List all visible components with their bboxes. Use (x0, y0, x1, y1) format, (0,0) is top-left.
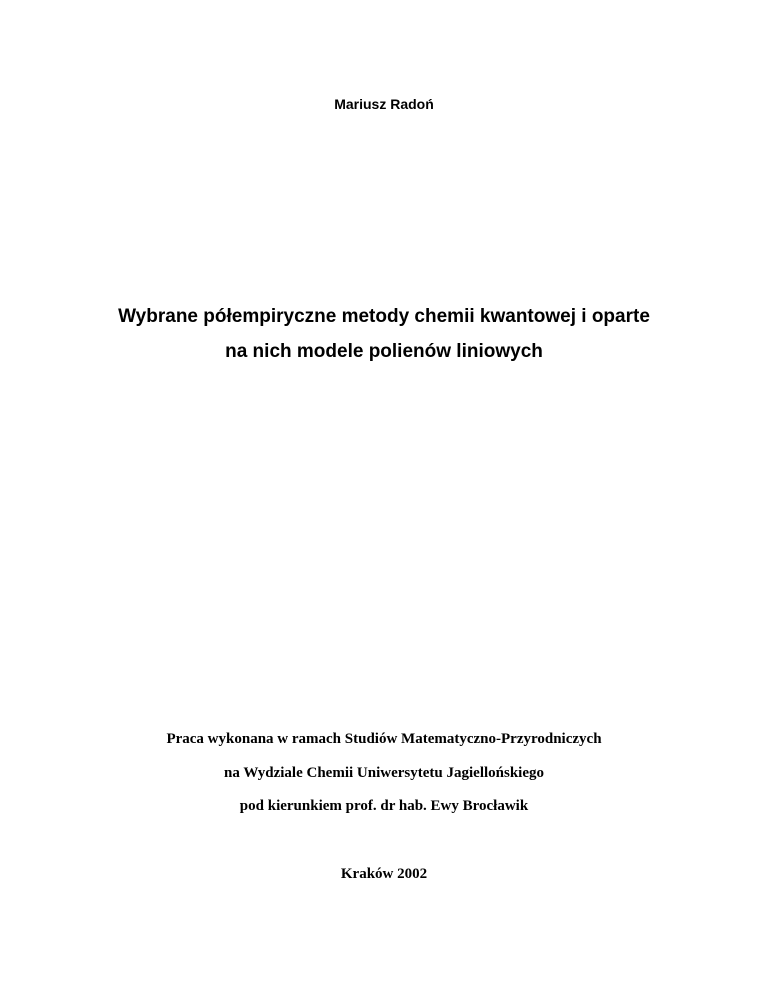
thesis-program-line: Praca wykonana w ramach Studiów Matematyczno-Przyrodniczych (166, 731, 602, 747)
author-name: Mariusz Radoń (334, 96, 434, 112)
thesis-title-line-2: na nich modele polienów liniowych (225, 341, 543, 362)
thesis-title-line-1: Wybrane półempiryczne metody chemii kwantowej i oparte (118, 306, 650, 327)
place-and-year: Kraków 2002 (340, 866, 428, 882)
thesis-supervisor-line: pod kierunkiem prof. dr hab. Ewy Brocławik (239, 798, 529, 814)
thesis-faculty-line: na Wydziale Chemii Uniwersytetu Jagiellońskiego (224, 765, 544, 781)
